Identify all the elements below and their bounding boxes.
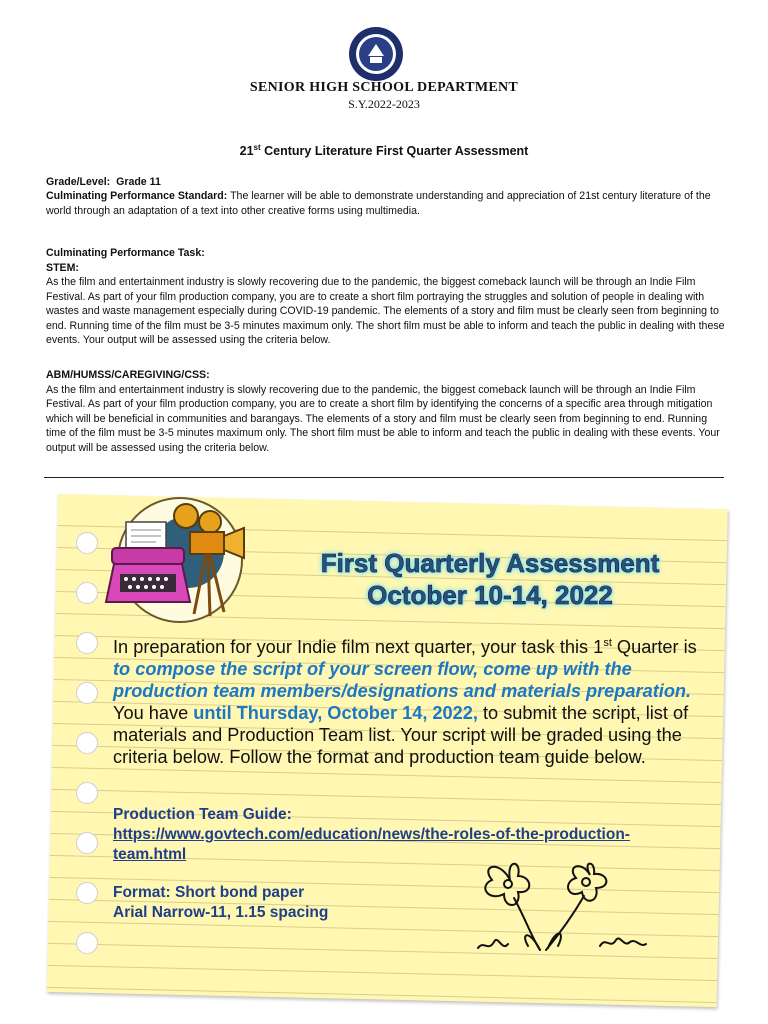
binder-hole: [76, 582, 98, 604]
school-year: S.Y.2022-2023: [348, 97, 420, 111]
production-team-guide-link[interactable]: https://www.govtech.com/education/news/the-roles-of-the-production-team.html: [113, 826, 630, 863]
school-seal-logo: [348, 26, 404, 82]
grade-level: Grade/Level: Grade 11: [46, 176, 161, 188]
page-title: 21st Century Literature First Quarter Assessment: [239, 143, 529, 159]
stem-task-text: As the film and entertainment industry is slowly recovering due to the pandemic, the biggest comeback launch will be through an Indie Film Festival. As part of your film production company, you are to create a short film portraying the struggles and solution of people in dealing with wastes and waste management especially during COVID-19 pandemic. The elements of a story and film must be clearly seen from beginning to end. Running time of the film must be 3-5 minutes maximum only. The short film must be able to inform and teach the public in dealing with these events. Your output will be assessed using the criteria below.: [46, 276, 725, 346]
binder-hole: [76, 832, 98, 854]
format-paper: Format: Short bond paper: [113, 884, 305, 901]
binder-hole: [76, 632, 98, 654]
flower-doodle: [470, 850, 670, 960]
binder-hole: [76, 732, 98, 754]
format-font: Arial Narrow-11, 1.15 spacing: [113, 904, 329, 921]
note-date-heading: October 10-14, 2022: [367, 580, 613, 610]
section-divider: [44, 477, 724, 478]
binder-hole: [76, 882, 98, 904]
task-instructions: In preparation for your Indie film next quarter, your task this 1st Quarter is to compose the script of your screen flow, come up with the production team members/designations and materials preparation. You have until Thursday, October 14, 2022, to submit the script, list of materials and Production Team list. Your script will be graded using the criteria below. Follow the format and production team guide below.: [113, 637, 697, 768]
production-team-guide-label: Production Team Guide:: [113, 806, 292, 823]
binder-hole: [76, 782, 98, 804]
abm-task: ABM/HUMSS/CAREGIVING/CSS: As the film and entertainment industry is slowly recovering due to the pandemic, the biggest comeback launch will be through an Indie Film Festival. As part of your film production company, you are to create a short film by identifying the concerns of a specific area through mitigation which will be beneficial in communities and barangays. The elements of a story and film must be clearly seen from beginning to end. Running time of the film must be 3-5 minutes maximum only. The short film must be able to inform and teach the public in dealing with these events. Your output will be assessed using the criteria below.: [46, 369, 720, 454]
note-heading: First Quarterly Assessment: [320, 548, 660, 578]
abm-task-text: As the film and entertainment industry is slowly recovering due to the pandemic, the biggest comeback launch will be through an Indie Film Festival. As part of your film production company, you are to create a short film by identifying the concerns of a specific area through mitigation which will be beneficial in communities and barangays. The elements of a story and film must be clearly seen from beginning to end. Running time of the film must be 3-5 minutes maximum only. The short film must be able to inform and teach the public in dealing with these events. Your output will be assessed using the criteria below.: [46, 383, 720, 454]
performance-standard: Culminating Performance Standard: The learner will be able to demonstrate understanding and appreciation of 21st century literature of the world through an adaptation of a text into other creative forms using multimedia.: [46, 190, 711, 217]
binder-hole: [76, 932, 98, 954]
binder-hole: [76, 682, 98, 704]
department-name: SENIOR HIGH SCHOOL DEPARTMENT: [249, 80, 519, 95]
deadline: until Thursday, October 14, 2022,: [193, 703, 478, 724]
performance-task: Culminating Performance Task: STEM: As the film and entertainment industry is slowly recovering due to the pandemic, the biggest comeback launch will be through an Indie Film Festival. As part of your film production company, you are to create a short film portraying the struggles and solution of people in dealing with wastes and waste management especially during COVID-19 pandemic. The elements of a story and film must be clearly seen from beginning to end. Running time of the film must be 3-5 minutes maximum only. The short film must be able to inform and teach the public in dealing with these events. Your output will be assessed using the criteria below.: [46, 247, 725, 346]
task-emphasis: to compose the script of your screen flow, come up with the production team members/designations and materials preparation.: [113, 659, 692, 702]
typewriter-camera-illustration: [98, 492, 258, 627]
binder-hole: [76, 532, 98, 554]
